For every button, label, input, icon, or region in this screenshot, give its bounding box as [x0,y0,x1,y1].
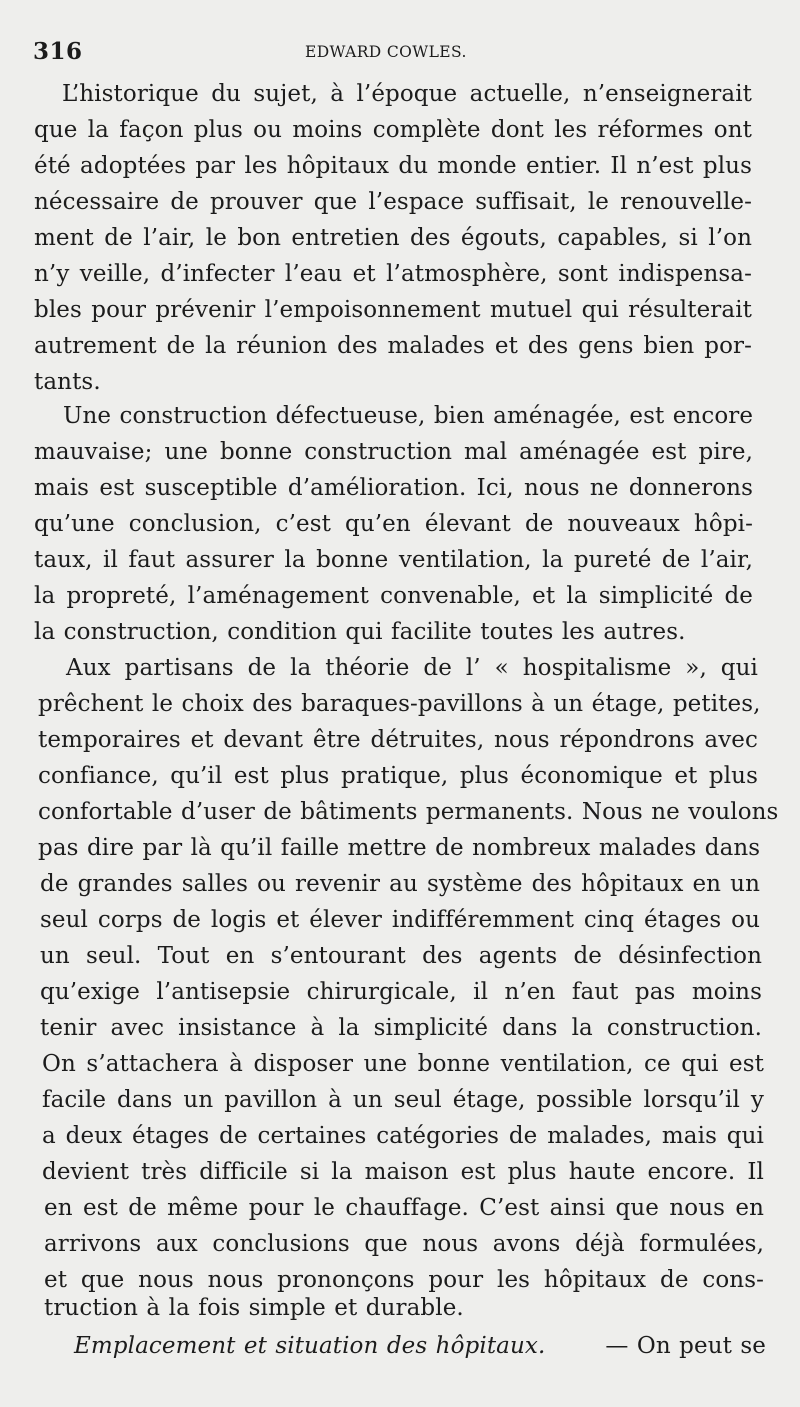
text-line: qu’une conclusion, c’est qu’en élevant de nouveaux hôpi- [34,511,753,537]
page-number: 316 [33,38,83,65]
text-line: autrement de la réunion des malades et des gens bien por- [34,333,752,359]
text-line: confortable d’user de bâtiments permanents. Nous ne voulons [38,799,779,825]
text-line: On s’attachera à disposer une bonne ventilation, ce qui est [42,1051,764,1077]
text-line: été adoptées par les hôpitaux du monde entier. Il n’est plus [34,153,752,179]
text-line: de grandes salles ou revenir au système des hôpitaux en un [40,871,760,897]
running-head: EDWARD COWLES. [305,43,467,61]
text-line: L’historique du sujet, à l’époque actuelle, n’enseignerait [62,81,752,107]
text-line: bles pour prévenir l’empoisonnement mutuel qui résulterait [34,297,752,323]
text-line: n’y veille, d’infecter l’eau et l’atmosphère, sont indispensa- [34,261,752,287]
text-line: Aux partisans de la théorie de l’ « hospitalisme », qui [66,655,758,681]
text-line: prêchent le choix des baraques-pavillons à un étage, petites, [38,691,761,717]
text-line: temporaires et devant être détruites, nous répondrons avec [38,727,758,753]
text-line: mais est susceptible d’amélioration. Ici, nous ne donnerons [34,475,753,501]
text-line: taux, il faut assurer la bonne ventilation, la pureté de l’air, [34,547,753,573]
text-line: mauvaise; une bonne construction mal aménagée est pire, [34,439,753,465]
text-line: tenir avec insistance à la simplicité dans la construction. [40,1015,762,1041]
text-line: devient très difficile si la maison est plus haute encore. Il [42,1159,764,1185]
text-line: un seul. Tout en s’entourant des agents de désinfection [40,943,762,969]
text-line: que la façon plus ou moins complète dont les réformes ont [34,117,752,143]
text-line: confiance, qu’il est plus pratique, plus économique et plus [38,763,758,789]
text-line: Une construction défectueuse, bien aménagée, est encore [63,403,754,429]
text-line: et que nous nous prononçons pour les hôpitaux de cons- [44,1267,764,1293]
text-line: tants. [34,369,101,395]
section-heading-continuation: — On peut se [605,1333,766,1359]
section-heading-line [74,1331,766,1361]
text-line: a deux étages de certaines catégories de malades, mais qui [42,1123,764,1149]
text-line: arrivons aux conclusions que nous avons déjà formulées, [44,1231,764,1257]
text-line: truction à la fois simple et durable. [44,1295,464,1321]
text-line: facile dans un pavillon à un seul étage, possible lorsqu’il y [42,1087,764,1113]
text-line: en est de même pour le chauffage. C’est ainsi que nous en [44,1195,764,1221]
section-heading: Emplacement et situation des hôpitaux. [74,1333,546,1359]
text-line: nécessaire de prouver que l’espace suffisait, le renouvelle- [34,189,752,215]
text-line: la propreté, l’aménagement convenable, et la simplicité de [34,583,753,609]
text-line: pas dire par là qu’il faille mettre de nombreux malades dans [38,835,761,861]
text-line: la construction, condition qui facilite toutes les autres. [34,619,686,645]
text-line: qu’exige l’antisepsie chirurgicale, il n’en faut pas moins [40,979,762,1005]
text-line: seul corps de logis et élever indifféremment cinq étages ou [40,907,760,933]
text-line: ment de l’air, le bon entretien des égouts, capables, si l’on [34,225,752,251]
